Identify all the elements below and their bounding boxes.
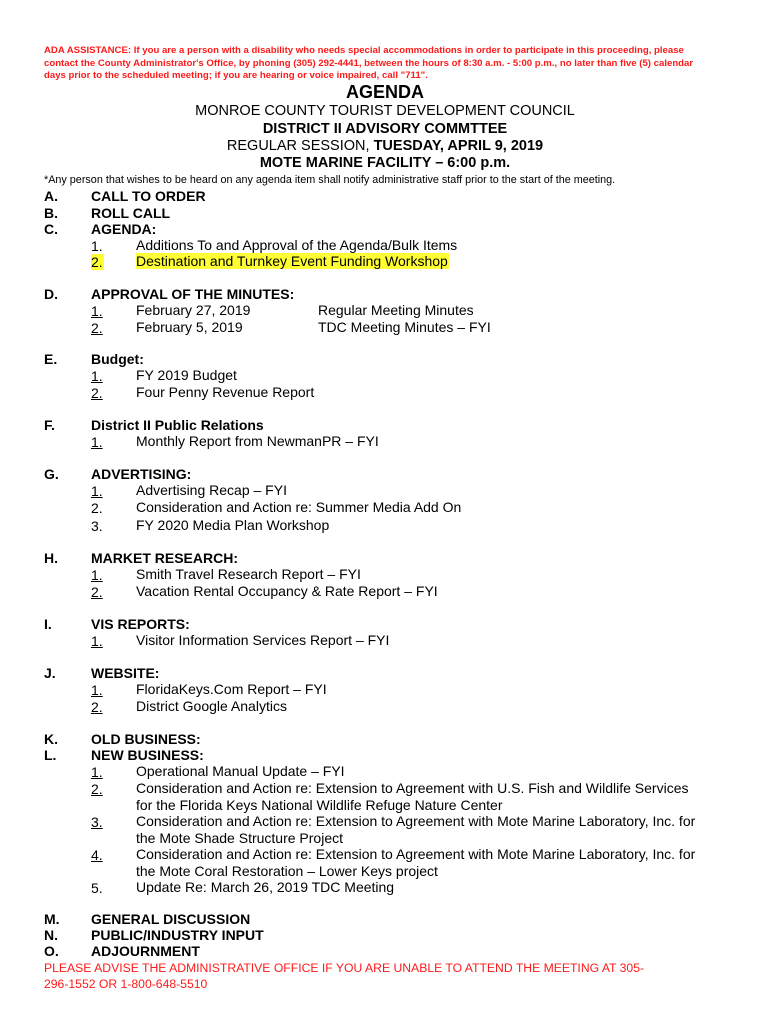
item-number: 3. [91,814,103,830]
section-letter-i: I. [44,616,52,632]
item-line: the Mote Coral Restoration – Lower Keys project [136,862,438,879]
section-letter-l: L. [44,747,57,763]
section-letter-o: O. [44,943,59,959]
section-title-adjournment: ADJOURNMENT [91,943,200,959]
ada-notice: ADA ASSISTANCE: If you are a person with a disability who needs special accommodations in order to participate in this proceeding, please contact the County Administrator's Office, by phoning (305) 292-4441, between the hours of 8:30 a.m. - 5:00 p.m., no later than five (5) calendar days prior to the scheduled meeting; if you are hearing or voice impaired, call "711". [44,45,694,81]
session-line [0,138,770,154]
section-letter-k: K. [44,731,58,747]
section-letter-f: F. [44,417,55,433]
section-title-market-research: MARKET RESEARCH: [91,550,238,566]
item-line: Consideration and Action re: Extension to Agreement with U.S. Fish and Wildlife Services [136,780,689,796]
minutes-type: Regular Meeting Minutes [318,302,474,318]
item-number: 2. [91,500,103,516]
section-title-approval-of-minutes: APPROVAL OF THE MINUTES: [91,286,295,302]
agenda-item: Monthly Report from NewmanPR – FYI [136,433,379,449]
agenda-item [136,846,695,879]
notice-line: 296-1552 OR 1-800-648-5510 [44,977,208,991]
minutes-type: TDC Meeting Minutes – FYI [318,319,491,335]
section-letter-n: N. [44,927,58,943]
section-letter-a: A. [44,188,58,204]
section-letter-m: M. [44,911,60,927]
item-number: 2. [91,699,103,715]
item-number: 1. [91,682,103,698]
committee-name: DISTRICT II ADVISORY COMMTTEE [262,121,508,137]
section-title-public-input: PUBLIC/INDUSTRY INPUT [91,927,264,943]
item-number: 2. [91,584,103,600]
agenda-item: Visitor Information Services Report – FYI [136,632,390,648]
agenda-item: Consideration and Action re: Summer Media Add On [136,499,462,515]
item-number: 1. [91,633,103,649]
section-title-budget: Budget: [91,351,144,367]
item-number: 1. [91,368,103,384]
section-letter-c: C. [44,221,58,237]
section-letter-j: J. [44,665,56,681]
attendance-notice [44,960,694,992]
agenda-item: FY 2020 Media Plan Workshop [136,517,330,533]
item-line: for the Florida Keys National Wildlife Refuge Nature Center [136,796,503,813]
session-date: TUESDAY, APRIL 9, 2019 [373,138,544,154]
section-letter-d: D. [44,286,58,302]
minutes-date: February 5, 2019 [136,319,243,335]
minutes-date: February 27, 2019 [136,302,251,318]
agenda-item [136,780,689,813]
item-number: 1. [91,303,103,319]
item-line: Consideration and Action re: Extension to Agreement with Mote Marine Laboratory, Inc. for [136,846,696,862]
agenda-item-highlighted [136,253,449,270]
section-title-call-to-order: CALL TO ORDER [91,188,206,204]
item-line: Consideration and Action re: Extension to Agreement with Mote Marine Laboratory, Inc. for [136,813,696,829]
section-title-vis-reports: VIS REPORTS: [91,616,190,632]
agenda-item: Smith Travel Research Report – FYI [136,566,361,582]
agenda-item: Update Re: March 26, 2019 TDC Meeting [136,879,395,895]
item-number: 4. [91,847,103,863]
highlighted-text: Destination and Turnkey Event Funding Workshop [136,253,448,269]
org-name: MONROE COUNTY TOURIST DEVELOPMENT COUNCIL [195,103,575,119]
agenda-item: Operational Manual Update – FYI [136,763,345,779]
item-number [91,254,104,270]
notice-line: PLEASE ADVISE THE ADMINISTRATIVE OFFICE IF YOU ARE UNABLE TO ATTEND THE MEETING AT 305- [44,961,645,975]
item-number: 2. [91,781,103,797]
meeting-location: MOTE MARINE FACILITY – 6:00 p.m. [259,155,511,171]
section-letter-g: G. [44,466,59,482]
item-number: 1. [91,764,103,780]
section-letter-h: H. [44,550,58,566]
agenda-item: FloridaKeys.Com Report – FYI [136,681,327,697]
item-number: 1. [91,483,103,499]
section-title-old-business: OLD BUSINESS: [91,731,201,747]
agenda-item: District Google Analytics [136,698,287,714]
item-number: 2. [91,320,103,336]
agenda-item: Additions To and Approval of the Agenda/Bulk Items [136,237,458,253]
section-letter-b: B. [44,205,58,221]
section-letter-e: E. [44,351,58,367]
item-number: 1. [91,434,103,450]
section-title-advertising: ADVERTISING: [91,466,192,482]
session-prefix: REGULAR SESSION, [226,138,374,154]
page-title: AGENDA [345,82,424,102]
section-title-new-business: NEW BUSINESS: [91,747,204,763]
agenda-item: Advertising Recap – FYI [136,482,287,498]
item-number: 5. [91,880,103,896]
agenda-item [136,813,695,846]
item-number: 3. [91,518,103,534]
section-title-website: WEBSITE: [91,665,160,681]
agenda-item: FY 2019 Budget [136,367,237,383]
item-line: the Mote Shade Structure Project [136,829,343,846]
agenda-item: Vacation Rental Occupancy & Rate Report – FYI [136,583,438,599]
section-title-roll-call: ROLL CALL [91,205,171,221]
item-number: 2. [91,385,103,401]
agenda-item: Four Penny Revenue Report [136,384,315,400]
section-title-agenda: AGENDA: [91,221,157,237]
item-number: 1. [91,567,103,583]
section-title-general-discussion: GENERAL DISCUSSION [91,911,251,927]
item-number: 1. [91,238,103,254]
section-title-public-relations: District II Public Relations [91,417,264,433]
public-comment-note: *Any person that wishes to be heard on any agenda item shall notify administrative staff prior to the start of the meeting. [44,174,616,186]
highlighted-number: 2. [91,254,103,270]
